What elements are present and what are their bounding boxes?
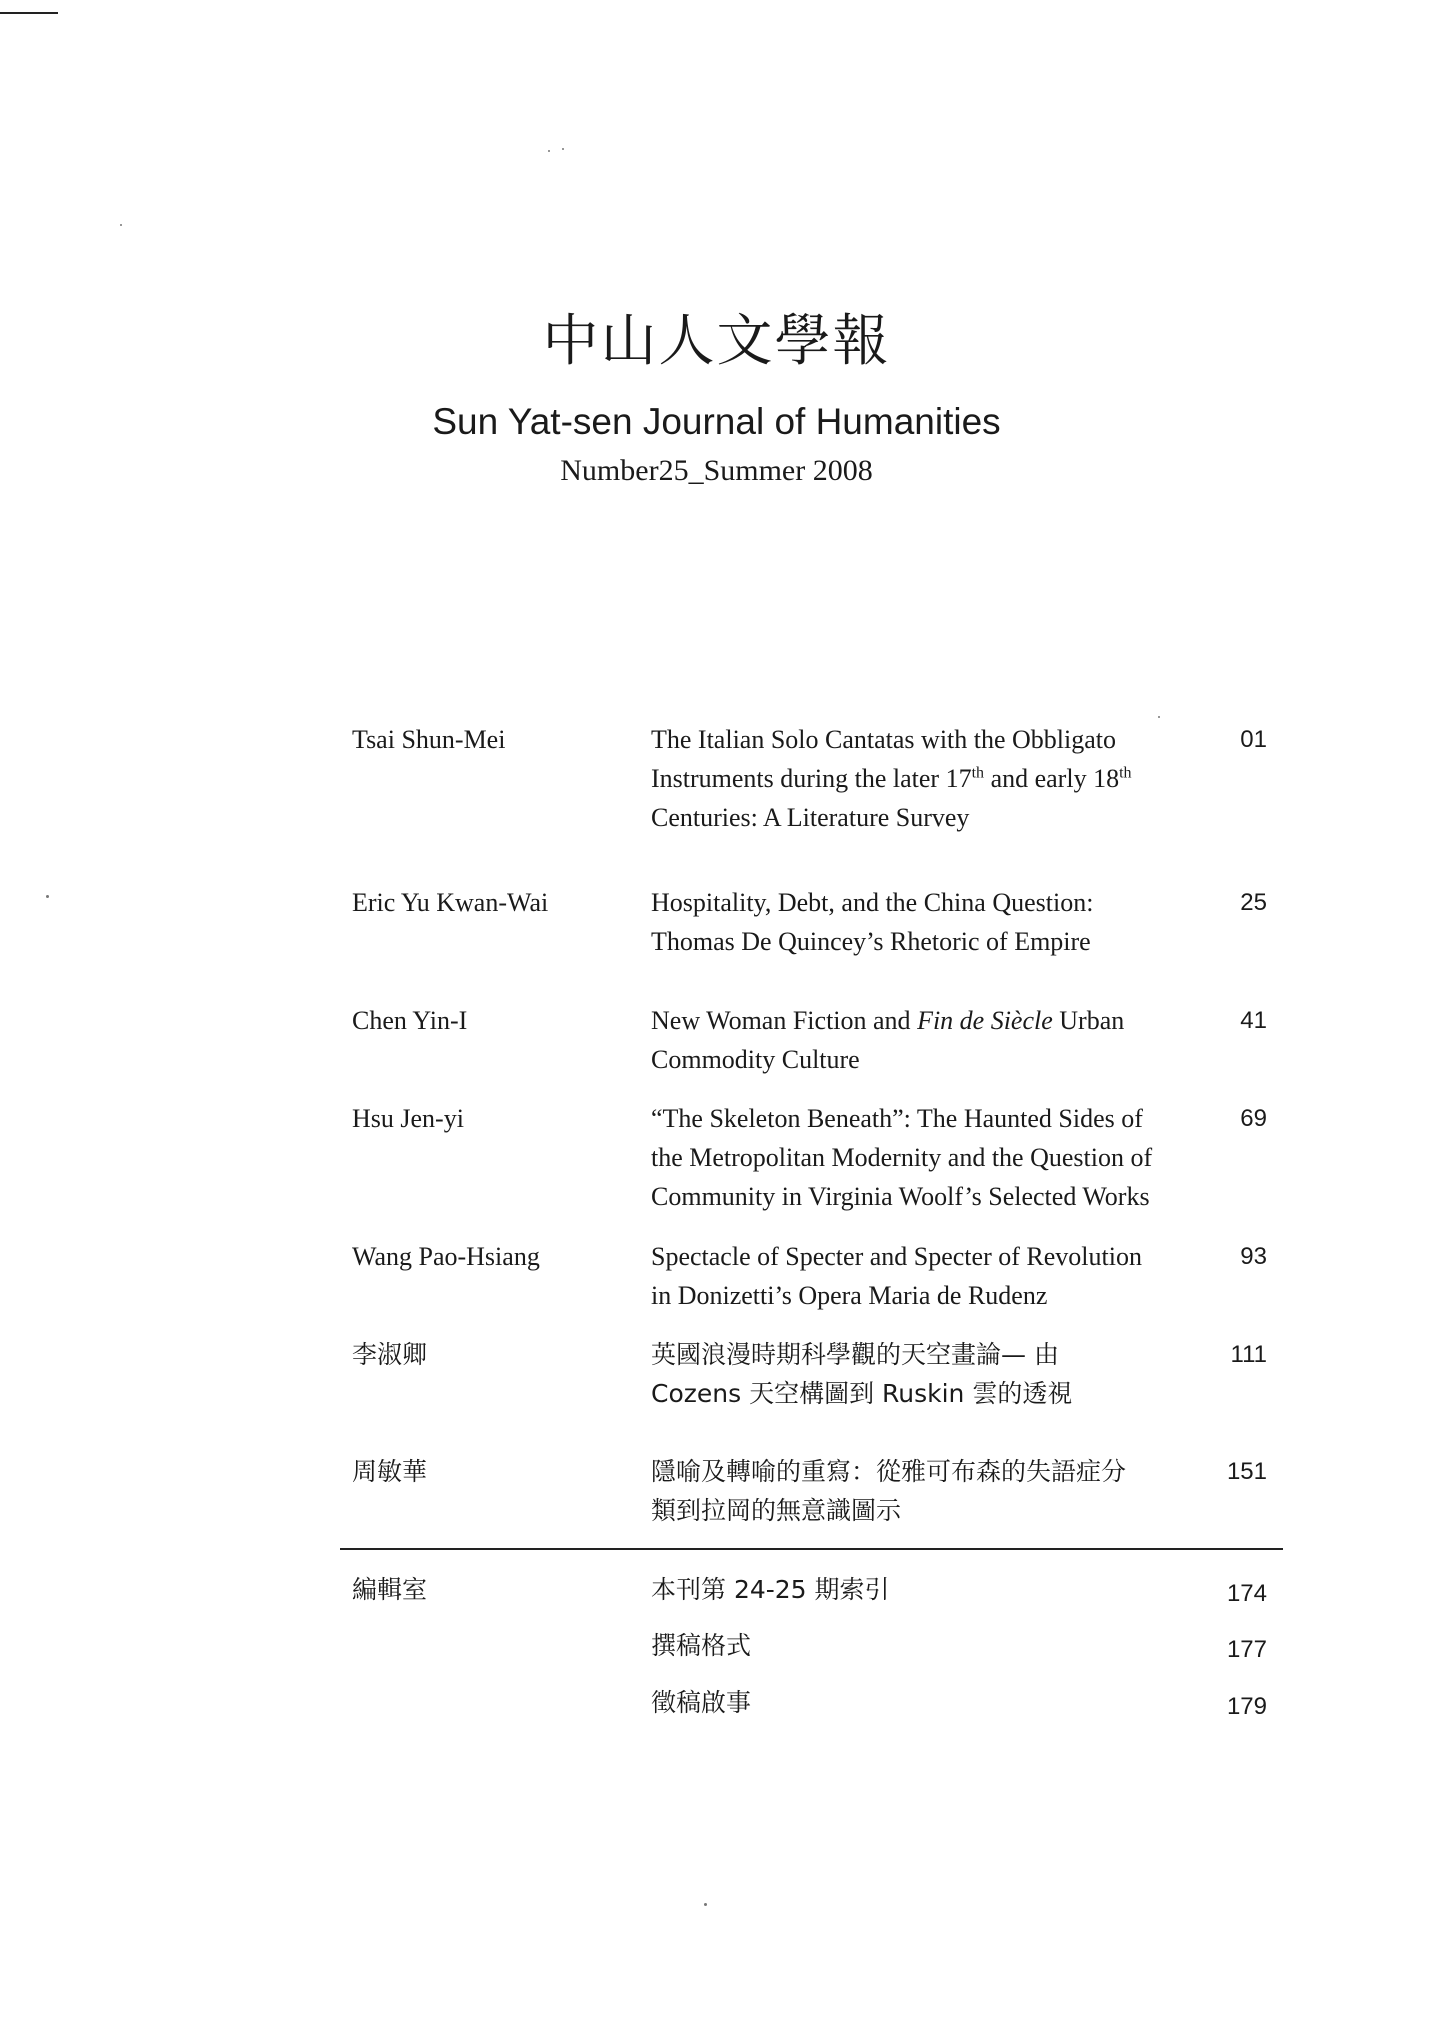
article-title	[651, 1335, 1211, 1413]
article-title-line: Centuries: A Literature Survey	[651, 803, 970, 832]
scan-speck	[562, 148, 564, 150]
article-title-line: 英國浪漫時期科學觀的天空畫論— 由	[651, 1340, 1059, 1369]
page-number: 01	[1240, 726, 1267, 753]
page-number: 174	[1226, 1580, 1267, 1607]
author-name: Hsu Jen-yi	[352, 1104, 464, 1133]
page-number: 177	[1226, 1636, 1267, 1663]
article-title-line: 隱喻及轉喻的重寫：從雅可布森的失語症分	[651, 1457, 1127, 1486]
issue-label: Number25_Summer 2008	[560, 454, 873, 487]
article-title-line: Commodity Culture	[651, 1045, 860, 1074]
article-title-line: 類到拉岡的無意識圖示	[651, 1496, 902, 1525]
page-number: 69	[1240, 1105, 1267, 1132]
scan-speck	[704, 1903, 707, 1906]
author-name: Chen Yin-I	[352, 1006, 468, 1035]
article-title-line: Instruments during the later 17	[651, 764, 972, 793]
article-title-line: New Woman Fiction and	[651, 1006, 918, 1035]
corner-rule	[0, 12, 58, 14]
article-title-line: Community in Virginia Woolf’s Selected Works	[651, 1182, 1150, 1211]
article-title	[651, 1001, 1211, 1079]
editorial-author: 編輯室	[352, 1575, 428, 1604]
article-title	[651, 1237, 1211, 1315]
scan-speck	[120, 224, 122, 226]
ordinal-suffix: th	[971, 764, 985, 782]
author-name: Wang Pao-Hsiang	[352, 1242, 540, 1271]
author-name: Eric Yu Kwan-Wai	[352, 888, 549, 917]
page-number: 41	[1240, 1007, 1267, 1034]
ordinal-suffix: th	[1119, 764, 1132, 782]
editorial-item-title: 徵稿啟事	[651, 1688, 752, 1717]
article-title-line: Cozens 天空構圖到 Ruskin 雲的透視	[651, 1379, 1073, 1408]
article-title	[651, 1099, 1211, 1216]
journal-title-english: Sun Yat-sen Journal of Humanities	[432, 401, 1001, 442]
article-title-line: “The Skeleton Beneath”: The Haunted Sides of	[651, 1104, 1143, 1133]
author-name: 周敏華	[352, 1457, 428, 1486]
article-title	[651, 720, 1211, 837]
article-title-line: Spectacle of Specter and Specter of Revolution	[651, 1242, 1142, 1271]
article-title-line: Hospitality, Debt, and the China Question:	[651, 888, 1094, 917]
page-number: 151	[1226, 1458, 1267, 1485]
article-title-line: The Italian Solo Cantatas with the Obbligato	[651, 725, 1117, 754]
article-title-line: Urban	[1052, 1006, 1125, 1035]
section-divider	[340, 1548, 1283, 1550]
page-number: 25	[1240, 889, 1267, 916]
scan-speck	[548, 150, 550, 152]
article-title-line: in Donizetti’s Opera Maria de Rudenz	[651, 1281, 1048, 1310]
editorial-item-title: 本刊第 24-25 期索引	[651, 1575, 890, 1604]
journal-title-chinese: 中山人文學報	[542, 309, 891, 374]
article-title	[651, 1452, 1211, 1530]
page-number: 179	[1226, 1693, 1267, 1720]
article-title-line: Thomas De Quincey’s Rhetoric of Empire	[651, 927, 1091, 956]
scan-speck	[46, 895, 49, 898]
scan-speck	[1158, 716, 1160, 718]
page-number: 111	[1230, 1341, 1267, 1368]
author-name: 李淑卿	[352, 1340, 428, 1369]
article-title-line: the Metropolitan Modernity and the Question of	[651, 1143, 1153, 1172]
page-number: 93	[1240, 1243, 1267, 1270]
article-title-italic: Fin de Siècle	[917, 1006, 1053, 1035]
author-name: Tsai Shun-Mei	[352, 725, 506, 754]
editorial-item-title: 撰稿格式	[651, 1631, 752, 1660]
article-title-line: and early 18	[984, 764, 1120, 793]
article-title	[651, 883, 1211, 961]
